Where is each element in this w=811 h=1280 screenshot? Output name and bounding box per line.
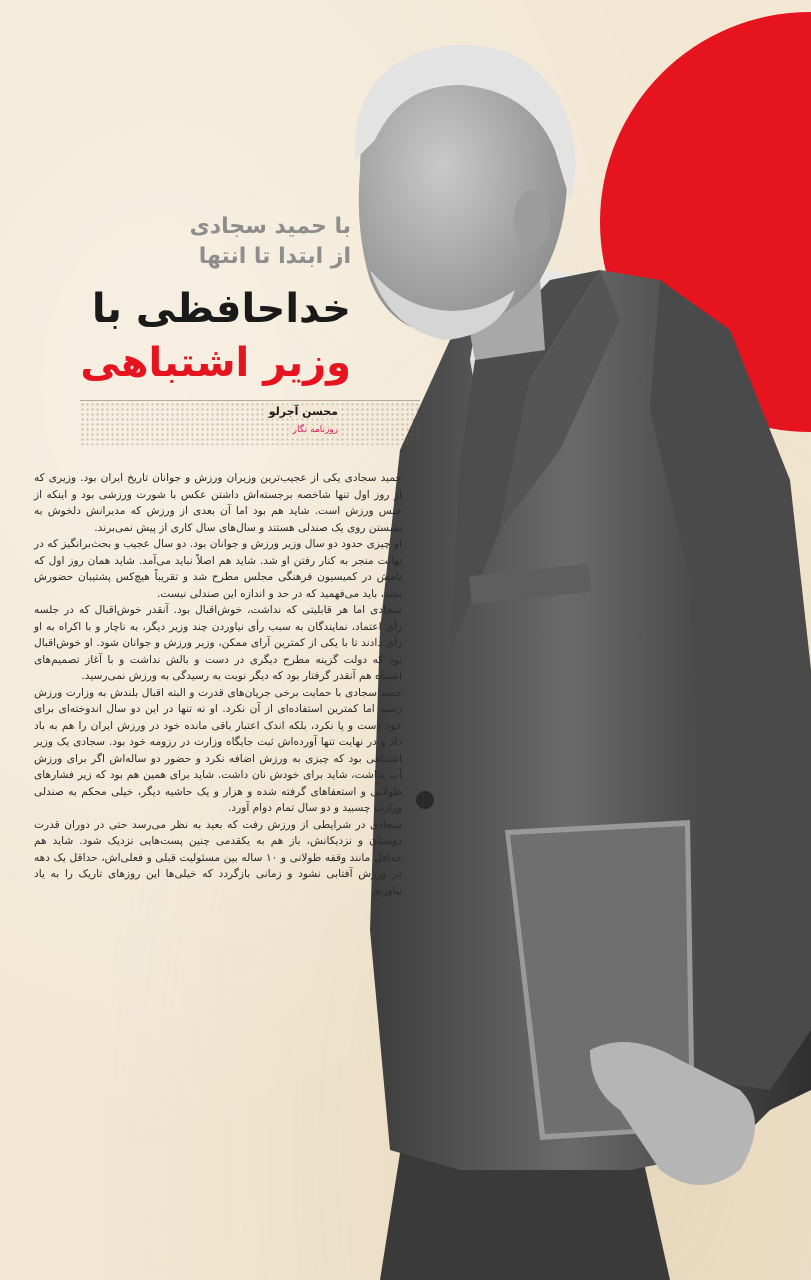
headline-title-line-1: خداحافظی با [91,286,351,332]
article-body [34,470,402,899]
article-paragraph-5: سجادی در شرایطی از ورزش رفت که بعید به نظر می‌رسد حتی در دوران قدرت دوستان و نزدیکانش، باز هم به یکقدمی چنین پست‌هایی نزدیک شود. شاید هم حداقل مانند وقفه طولانی و ۱۰ ساله بین مسئولیت قبلی و فعلی‌اش، حداقل یک دهه در ورزش آفتابی نشود و زمانی بازگردد که خیلی‌ها این روزهای تاریک را به یاد نیاورند. [34,818,402,897]
article-paragraph-2: او چیزی حدود دو سال وزیر ورزش و جوانان بود. دو سال عجیب و بحث‌برانگیز که در نهایت منجر به کنار رفتن او شد. شاید هم اصلاً نباید می‌آمد. شاید همان روز اول که نامش در کمیسیون فرهنگی مجلس مطرح شد و تقریباً هیچ‌کس پشتیبان حضورش نشد، باید می‌فهمید که در حد و اندازه این صندلی نیست. [34,538,402,600]
byline [80,400,420,445]
author-role: روزنامه نگار [289,425,338,435]
article-paragraph-4: حمید سجادی با حمایت برخی جریان‌های قدرت و البته اقبال بلندش به وزارت ورزش رسید اما کمترین استفاده‌ای از آن نکرد. او نه تنها در این دو سال اندوخته‌ای برای خود دست و پا نکرد، بلکه اندک اعتبار باقی مانده خود در ورزش ایران را هم به باد داد و در نهایت تنها آورده‌اش ثبت جایگاه وزارت در رزومه خود بود. سجادی یک وزیر اشتباهی بود که چیزی به ورزش اضافه نکرد و حضور دو ساله‌اش اگر برای ورزش آب نداشت، شاید برای خودش نان داشت. شاید برای همین هم بود که زیر فشارهای طولانی و استعفاهای گرفته شده و هزار و یک حاشیه دیگر، خیلی محکم به صندلی وزارت چسبید و دو سال تمام دوام آورد. [34,686,402,814]
article-paragraph-1: حمید سجادی یکی از عجیب‌ترین وزیران ورزش و جوانان تاریخ ایران بود. وزیری که از روز اول تنها شاخصه برجسته‌اش داشتن عکس با شورت ورزشی بود و اینکه از جنس ورزش است. شاید هم بود اما آن بعدی از ورزش که مدیرانش دلخوش به نشستن روی یک صندلی هستند و سال‌های سال کاری از پیش نمی‌برند. [34,472,402,534]
headline-title-line-2: وزیر اشتباهی [80,340,351,386]
headline-title [21,282,351,390]
author-name: محسن آجرلو [265,405,338,418]
article-paragraph-3: سجادی اما هر قابلیتی که نداشت، خوش‌اقبال بود. آنقدر خوش‌اقبال که در جلسه رأی اعتماد، نمایندگان به سبب رأی نیاوردن چند وزیر دیگر، به ناچار و با اکراه به او رأی دادند تا با یکی از کمترین آرای ممکن، وزیر ورزش و جوانان شود. او خوش‌اقبال بود که دولت گزینه مطرح دیگری در دست و بالش نداشت و با آغاز تصمیم‌های اشتباه هم آنقدر گرفتار بود که دیگر نوبت به رسیدگی به ورزش نمی‌رسید. [34,604,402,682]
headline-block [21,212,351,390]
kicker-line-2: از ابتدا تا انتها [198,244,351,269]
kicker-line-1: با حمید سجادی [189,214,351,239]
